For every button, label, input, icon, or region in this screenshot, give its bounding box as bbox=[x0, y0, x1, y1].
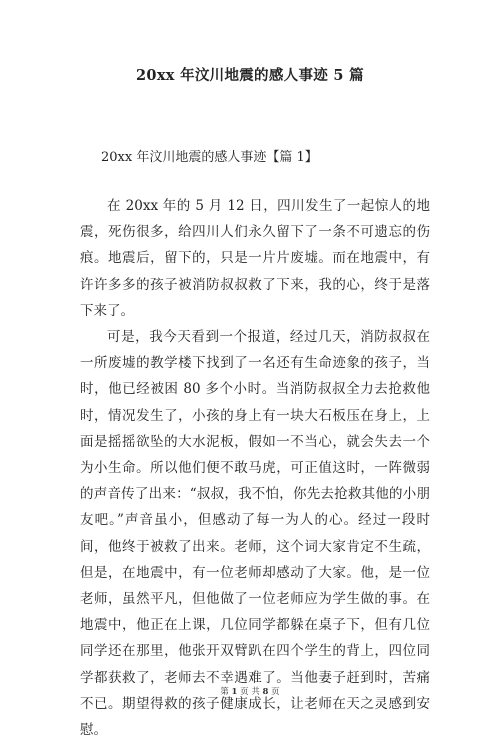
paragraph: 可是，我今天看到一个报道，经过几天，消防叔叔在一所废墟的教学楼下找到了一名还有生命迹象的孩子，当时，他已经被困 80 多个小时。当消防叔叔全力去抢救他时，情况发生了，小孩的身上有一块大石板压在身上，上面是摇摇欲坠的大水泥板，假如一不当心，就会失去一个为小生命。所以他们便不敢马虎，可正值这时，一阵微弱的声音传了出来：“叔叔，我不怕，你先去抢救其他的小朋友吧。”声音虽小，但感动了每一为人的心。经过一段时间，他终于被救了出来。老师，这个词大家肯定不生疏，但是，在地震中，有一位老师却感动了大家。他，是一位老师，虽然平凡，但他做了一位老师应为学生做的事。在地震中，他正在上课，几位同学都躲在桌子下，但有几位同学还在那里，他张开双臂趴在四个学生的背上，四位同学都获救了，老师去不幸遇难了。当他妻子赶到时，苦痛不已。期望得救的孩子健康成长，让老师在天之灵感到安慰。 bbox=[80, 329, 430, 739]
document-title: 20xx 年汶川地震的感人事迹 5 篇 bbox=[136, 67, 364, 84]
page-footer bbox=[0, 685, 500, 697]
footer-middle: 页 共 bbox=[240, 687, 260, 697]
footer-suffix: 页 bbox=[271, 687, 280, 697]
body-text bbox=[80, 193, 430, 743]
section-heading: 20xx 年汶川地震的感人事迹【篇 1】 bbox=[101, 150, 318, 165]
total-pages-number: 8 bbox=[262, 687, 269, 697]
current-page-number: 1 bbox=[231, 687, 238, 697]
paragraph: 在 20xx 年的 5 月 12 日，四川发生了一起惊人的地震，死伤很多，给四川人们永久留下了一条不可遗忘的伤痕。地震后，留下的，只是一片片废墟。而在地震中，有许许多多的孩子被消防叔叔救了下来，我的心，终于是落下来了。 bbox=[80, 198, 430, 319]
footer-prefix: 第 bbox=[220, 687, 229, 697]
